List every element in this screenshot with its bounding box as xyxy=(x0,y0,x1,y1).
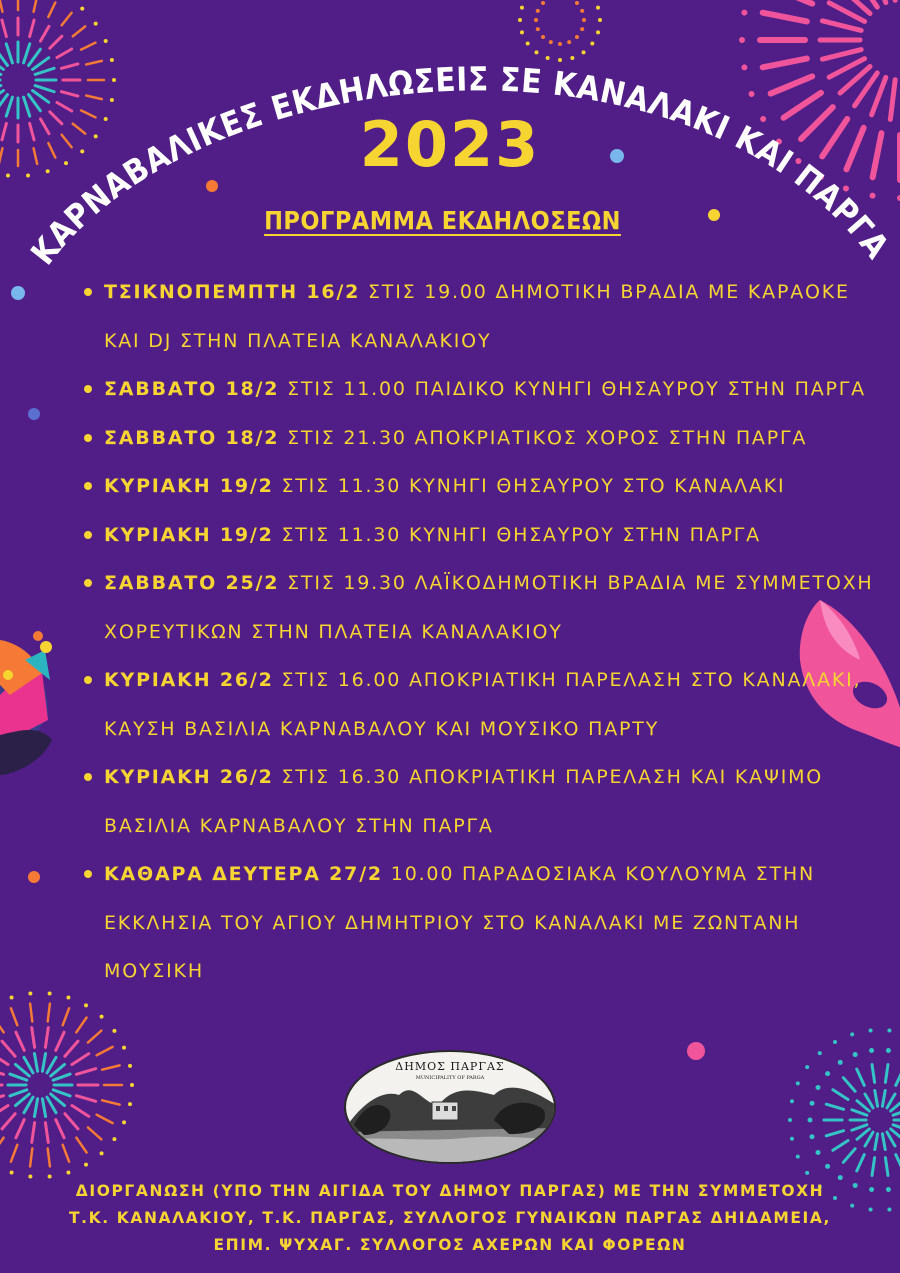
spark-ray xyxy=(885,1158,888,1176)
spark-ray xyxy=(88,1127,101,1139)
spark-dot xyxy=(28,992,32,996)
spark-ray xyxy=(893,1125,900,1130)
event-description: ΣΤΙΣ 16.00 ΑΠΟΚΡΙΑΤΙΚΗ ΠΑΡΕΛΑΣΗ ΣΤΟ ΚΑΝΑΛΑΚΙ, ΚΑΥΣΗ ΒΑΣΙΛΙΑ ΚΑΡΝΑΒΑΛΟΥ ΚΑΙ ΜΟΥΣΙΚΟ ΠΑΡΤΥ xyxy=(104,669,862,740)
spark-ray xyxy=(843,1078,855,1092)
spark-dot xyxy=(112,1137,116,1141)
spark-ray xyxy=(843,1149,855,1163)
spark-dot xyxy=(112,1029,116,1033)
bullet-icon xyxy=(84,482,92,490)
spark-dot xyxy=(100,1015,104,1019)
spark-ray xyxy=(56,1032,64,1050)
spark-dot xyxy=(10,1170,14,1174)
list-item xyxy=(84,753,884,850)
spark-dot xyxy=(833,1040,837,1044)
spark-dot xyxy=(869,1048,874,1053)
spark-ray xyxy=(16,1120,24,1138)
event-description: ΣΤΙΣ 11.30 ΚΥΝΗΓΙ ΘΗΣΑΥΡΟΥ ΣΤΗΝ ΠΑΡΓΑ xyxy=(273,523,761,546)
event-date: ΤΣΙΚΝΟΠΕΜΠΤΗ 16/2 xyxy=(104,281,361,303)
spark-ray xyxy=(10,1074,27,1080)
event-date: ΣΑΒΒΑΤΟ 18/2 xyxy=(104,426,280,449)
event-date: ΚΥΡΙΑΚΗ 26/2 xyxy=(104,669,274,691)
spark-ray xyxy=(882,1134,885,1150)
spark-ray xyxy=(65,1114,78,1129)
spark-dot xyxy=(869,1028,873,1032)
event-description: ΣΤΙΣ 19.00 ΔΗΜΟΤΙΚΗ ΒΡΑΔΙΑ ΜΕ ΚΑΡΑΟΚΕ ΚΑΙ DJ ΣΤΗΝ ΠΛΑΤΕΙΑ ΚΑΝΑΛΑΚΙΟΥ xyxy=(104,281,850,352)
spark-ray xyxy=(42,1053,45,1071)
spark-ray xyxy=(53,1090,70,1096)
poster-year: 2023 xyxy=(359,108,541,181)
spark-ray xyxy=(833,1090,848,1100)
spark-ray xyxy=(88,1031,101,1043)
spark-dot xyxy=(810,1101,815,1106)
spark-dot xyxy=(810,1134,815,1139)
event-description: 10.00 ΠΑΡΑΔΟΣΙΑΚΑ ΚΟΥΛΟΥΜΑ ΣΤΗΝ ΕΚΚΛΗΣΙΑ ΤΟΥ ΑΓΙΟΥ ΔΗΜΗΤΡΙΟΥ ΣΤΟ ΚΑΝΑΛΑΚΙ ΜΕ ΖΩΝΤΑΝΗ ΜΟΥΣΙΚΗ xyxy=(104,863,815,982)
spark-ray xyxy=(865,1132,873,1146)
spark-ray xyxy=(42,1099,45,1117)
spark-ray xyxy=(893,1110,900,1115)
poster-title: ΚΑΡΝΑΒΑΛΙΚΕΣ ΕΚΔΗΛΩΣΕΙΣ ΣΕ ΚΑΝΑΛΑΚΙ ΚΑΙ ΠΑΡΓΑ xyxy=(22,59,898,272)
event-description: ΣΤΙΣ 11.30 ΚΥΝΗΓΙ ΘΗΣΑΥΡΟΥ ΣΤΟ ΚΑΝΑΛΑΚΙ xyxy=(273,475,786,497)
spark-ray xyxy=(891,1101,900,1111)
spark-dot xyxy=(816,1085,821,1090)
spark-ray xyxy=(51,1094,65,1106)
spark-ray xyxy=(857,1069,864,1085)
spark-ray xyxy=(34,1053,37,1071)
firework-bottom-left-icon xyxy=(0,992,134,1179)
program-subtitle xyxy=(0,206,885,235)
spark-ray xyxy=(72,1054,89,1065)
spark-ray xyxy=(16,1032,24,1050)
organizers-footer xyxy=(0,1178,900,1259)
jester-hat-icon xyxy=(0,640,52,775)
spark-ray xyxy=(102,1100,119,1104)
spark-ray xyxy=(72,1106,89,1117)
spark-dot xyxy=(850,1032,854,1036)
spark-ray xyxy=(887,1132,895,1146)
spark-ray xyxy=(872,1158,875,1176)
bullet-icon xyxy=(84,870,92,878)
event-date: ΚΑΘΑΡΑ ΔΕΥΤΕΡΑ 27/2 xyxy=(104,863,383,885)
bullet-icon xyxy=(84,773,92,781)
spark-ray xyxy=(865,1094,873,1108)
spark-dot xyxy=(805,1065,809,1069)
spark-ray xyxy=(887,1094,895,1108)
spark-ray xyxy=(63,1145,69,1162)
spark-ray xyxy=(53,1074,70,1080)
spark-ray xyxy=(826,1131,843,1136)
logo-name: ΔΗΜΟΣ ΠΑΡΓΑΣ xyxy=(395,1060,505,1073)
spark-dot xyxy=(788,1118,792,1122)
spark-dot xyxy=(128,1102,132,1106)
spark-dot xyxy=(790,1137,794,1141)
spark-dot xyxy=(122,1046,126,1050)
event-description: ΣΤΙΣ 11.00 ΠΑΙΔΙΚΟ ΚΥΝΗΓΙ ΘΗΣΑΥΡΟΥ ΣΤΗΝ ΠΑΡΓΑ xyxy=(279,378,866,400)
spark-ray xyxy=(0,1054,8,1065)
spark-ray xyxy=(65,1041,78,1056)
event-date: ΚΥΡΙΑΚΗ 26/2 xyxy=(104,766,274,788)
spark-dot xyxy=(886,1048,891,1053)
event-description: ΣΤΙΣ 21.30 ΑΠΟΚΡΙΑΤΙΚΟΣ ΧΟΡΟΣ ΣΤΗΝ ΠΑΡΓΑ xyxy=(279,426,808,449)
spark-ray xyxy=(76,1069,95,1075)
spark-ray xyxy=(896,1069,900,1085)
spark-ray xyxy=(34,1099,37,1117)
list-item xyxy=(84,559,884,656)
spark-ray xyxy=(47,1057,56,1073)
spark-ray xyxy=(885,1065,888,1083)
event-date: ΣΑΒΒΑΤΟ 18/2 xyxy=(104,378,280,400)
spark-dot xyxy=(853,1052,858,1057)
list-item xyxy=(84,462,884,511)
event-description: ΣΤΙΣ 19.30 ΛΑΪΚΟΔΗΜΟΤΙΚΗ ΒΡΑΔΙΑ ΜΕ ΣΥΜΜΕΤΟΧΗ ΧΟΡΕΥΤΙΚΩΝ ΣΤΗΝ ΠΛΑΤΕΙΑ ΚΑΝΑΛΑΚΙΟΥ xyxy=(104,572,874,643)
bullet-icon xyxy=(84,531,92,539)
confetti-dot xyxy=(28,871,40,883)
spark-ray xyxy=(872,1065,875,1083)
program-subtitle-text: ΠΡΟΓΡΑΜΜΑ ΕΚΔΗΛΟΣΕΩΝ xyxy=(264,206,621,235)
spark-dot xyxy=(825,1071,830,1076)
spark-ray xyxy=(2,1114,15,1129)
bullet-icon xyxy=(84,385,92,393)
spark-dot xyxy=(128,1064,132,1068)
footer-line: ΕΠΙΜ. ΨΥΧΑΓ. ΣΥΛΛΟΓΟΣ ΑΧΕΡΩΝ ΚΑΙ ΦΟΡΕΩΝ xyxy=(213,1236,687,1254)
spark-dot xyxy=(808,1118,813,1123)
spark-ray xyxy=(30,1149,32,1167)
footer-line: Τ.Κ. ΚΑΝΑΛΑΚΙΟΥ, Τ.Κ. ΠΑΡΓΑΣ, ΣΥΛΛΟΓΟΣ ΓΥΝΑΙΚΩΝ ΠΑΡΓΑΣ ΔΗΙΔΑΜΕΙΑ, xyxy=(68,1209,831,1227)
list-item xyxy=(84,656,884,753)
spark-ray xyxy=(857,1155,864,1171)
spark-dot xyxy=(887,1028,891,1032)
spark-dot xyxy=(66,996,70,1000)
spark-dot xyxy=(818,1051,822,1055)
spark-ray xyxy=(47,1097,56,1113)
bullet-icon xyxy=(84,676,92,684)
spark-ray xyxy=(24,1057,33,1073)
spark-dot xyxy=(84,1163,88,1167)
event-list xyxy=(84,268,884,996)
spark-ray xyxy=(76,1138,86,1153)
municipality-logo xyxy=(344,1050,556,1164)
spark-ray xyxy=(0,1069,4,1075)
spark-ray xyxy=(45,1123,48,1143)
spark-ray xyxy=(76,1018,86,1033)
spark-ray xyxy=(852,1125,867,1130)
event-date: ΚΥΡΙΑΚΗ 19/2 xyxy=(104,475,274,497)
confetti-dot xyxy=(687,1042,705,1060)
spark-dot xyxy=(66,1170,70,1174)
spark-ray xyxy=(45,1028,48,1048)
spark-ray xyxy=(15,1064,29,1076)
spark-ray xyxy=(875,1134,878,1150)
spark-ray xyxy=(882,1090,885,1106)
spark-ray xyxy=(0,1106,8,1117)
event-description: ΣΤΙΣ 16.30 ΑΠΟΚΡΙΑΤΙΚΗ ΠΑΡΕΛΑΣΗ ΚΑΙ ΚΑΨΙΜΟ ΒΑΣΙΛΙΑ ΚΑΡΝΑΒΑΛΟΥ ΣΤΗΝ ΠΑΡΓΑ xyxy=(104,766,824,837)
spark-ray xyxy=(826,1104,843,1109)
list-item xyxy=(84,850,884,996)
spark-ray xyxy=(51,1064,65,1076)
spark-ray xyxy=(63,1008,69,1025)
confetti-dot xyxy=(28,408,40,420)
spark-ray xyxy=(15,1094,29,1106)
spark-dot xyxy=(796,1081,800,1085)
spark-ray xyxy=(0,1096,4,1102)
list-item xyxy=(84,268,884,365)
spark-dot xyxy=(825,1164,830,1169)
spark-dot xyxy=(796,1155,800,1159)
spark-ray xyxy=(30,1004,32,1022)
spark-ray xyxy=(852,1110,867,1115)
spark-ray xyxy=(32,1123,35,1143)
spark-ray xyxy=(833,1141,848,1151)
list-item xyxy=(84,511,884,560)
spark-dot xyxy=(130,1083,134,1087)
spark-dot xyxy=(805,1171,809,1175)
spark-ray xyxy=(875,1090,878,1106)
spark-ray xyxy=(48,1004,50,1022)
spark-ray xyxy=(2,1041,15,1056)
spark-ray xyxy=(891,1129,900,1139)
spark-ray xyxy=(896,1155,900,1171)
spark-ray xyxy=(76,1096,95,1102)
spark-dot xyxy=(838,1060,843,1065)
spark-ray xyxy=(11,1008,17,1025)
spark-ray xyxy=(56,1120,64,1138)
event-date: ΣΑΒΒΑΤΟ 25/2 xyxy=(104,572,280,594)
spark-dot xyxy=(84,1003,88,1007)
spark-dot xyxy=(100,1151,104,1155)
spark-ray xyxy=(97,1047,113,1055)
spark-ray xyxy=(24,1097,33,1113)
spark-ray xyxy=(97,1115,113,1123)
spark-ray xyxy=(11,1145,17,1162)
list-item xyxy=(84,365,884,414)
spark-dot xyxy=(816,1150,821,1155)
list-item xyxy=(84,414,884,463)
confetti-dot xyxy=(33,631,43,641)
spark-ray xyxy=(10,1090,27,1096)
spark-ray xyxy=(32,1028,35,1048)
spark-ray xyxy=(0,1018,4,1033)
spark-ray xyxy=(0,1138,4,1153)
spark-ray xyxy=(48,1149,50,1167)
bullet-icon xyxy=(84,288,92,296)
footer-line: ΔΙΟΡΓΑΝΩΣΗ (ΥΠΟ ΤΗΝ ΑΙΓΙΔΑ ΤΟΥ ΔΗΜΟΥ ΠΑΡΓΑΣ) ΜΕ ΤΗΝ ΣΥΜΜΕΤΟΧΗ xyxy=(75,1182,825,1200)
bullet-icon xyxy=(84,434,92,442)
spark-ray xyxy=(102,1065,119,1069)
spark-ray xyxy=(857,1129,869,1139)
spark-dot xyxy=(122,1120,126,1124)
spark-dot xyxy=(10,996,14,1000)
logo-subname: MUNICIPALITY OF PARGA xyxy=(415,1075,485,1081)
spark-dot xyxy=(48,992,52,996)
spark-ray xyxy=(857,1101,869,1111)
bullet-icon xyxy=(84,579,92,587)
event-date: ΚΥΡΙΑΚΗ 19/2 xyxy=(104,523,274,546)
spark-dot xyxy=(790,1099,794,1103)
